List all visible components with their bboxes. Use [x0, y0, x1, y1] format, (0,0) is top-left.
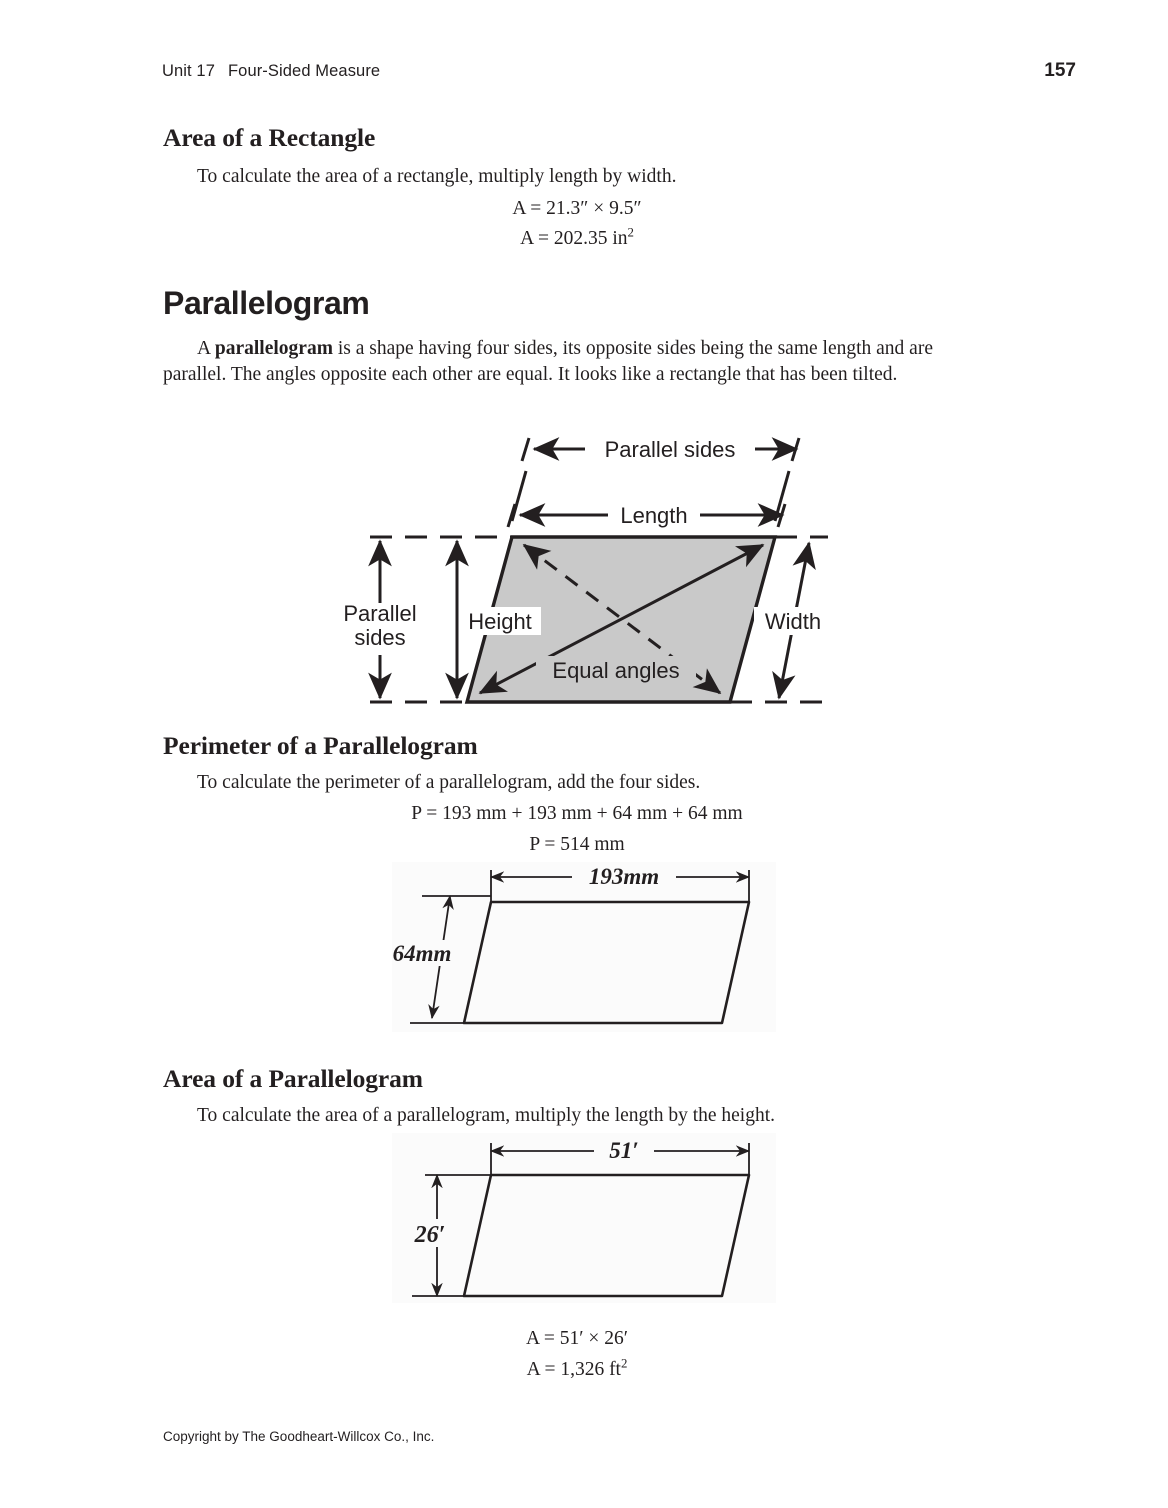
copyright-notice: Copyright by The Goodheart-Willcox Co., Inc.	[163, 1429, 435, 1444]
label-width: Width	[764, 609, 822, 634]
running-head-unit: Unit 17	[162, 62, 215, 80]
paragraph-area-parallelogram: To calculate the area of a parallelogram, multiply the length by the height.	[197, 1105, 776, 1126]
figure-perimeter-sketch	[392, 862, 776, 1032]
label-height: Height	[468, 609, 532, 634]
label-equal-angles: Equal angles	[552, 658, 680, 683]
heading-parallelogram: Parallelogram	[163, 285, 370, 321]
formula-rectangle-2-text: A = 202.35 in	[520, 228, 628, 249]
term-parallelogram: parallelogram	[214, 338, 333, 359]
formula-perimeter-2: P = 514 mm	[529, 834, 625, 855]
tick-parallel-sides-left	[522, 438, 529, 461]
paragraph-area-rectangle: To calculate the area of a rectangle, multiply length by width.	[197, 166, 677, 187]
perimeter-sketch-svg	[392, 862, 776, 1032]
paragraph-parallelogram	[163, 336, 991, 387]
paragraph-lead: A	[197, 338, 215, 359]
sketch-parallelogram-shape	[464, 902, 749, 1023]
paragraph-perimeter: To calculate the perimeter of a parallelogram, add the four sides.	[197, 772, 701, 793]
formula-area-parallelogram-1: A = 51′ × 26′	[525, 1328, 629, 1349]
running-head-title: Four-Sided Measure	[227, 62, 381, 80]
sketch-parallelogram-shape	[464, 1175, 749, 1296]
label-dim-51ft: 51′	[609, 1138, 639, 1163]
heading-area-of-a-rectangle: Area of a Rectangle	[163, 123, 376, 152]
labeled-parallelogram-svg	[330, 425, 850, 715]
paragraph-rest: is a shape having four sides, its opposite sides being the same length and are parallel. The angles opposite each other are equal. It looks like a rectangle that has been tilted.	[163, 338, 933, 385]
formula-area-parallelogram-2-text: A = 1,326 ft	[526, 1359, 621, 1380]
formula-rectangle-1: A = 21.3″ × 9.5″	[512, 198, 642, 219]
formula-area-parallelogram-2	[163, 1356, 991, 1381]
label-parallel-sides-left-line1: Parallel	[343, 601, 417, 626]
area-sketch-svg	[392, 1133, 776, 1303]
formula-rectangle-2-exponent: 2	[627, 225, 634, 240]
heading-area-of-a-parallelogram: Area of a Parallelogram	[163, 1064, 423, 1093]
label-length: Length	[620, 503, 688, 528]
running-head	[162, 62, 380, 81]
label-parallel-sides-left-line2: sides	[354, 625, 406, 650]
label-dim-193mm: 193mm	[588, 864, 660, 889]
label-dim-64mm: 64mm	[392, 941, 452, 966]
page-number: 157	[1044, 60, 1076, 81]
heading-perimeter-of-a-parallelogram: Perimeter of a Parallelogram	[163, 731, 478, 760]
figure-area-sketch	[392, 1133, 776, 1303]
label-dim-26ft: 26′	[414, 1222, 446, 1248]
formula-perimeter-1: P = 193 mm + 193 mm + 64 mm + 64 mm	[411, 803, 743, 824]
figure-labeled-parallelogram	[330, 425, 850, 715]
formula-area-parallelogram-2-exponent: 2	[620, 1356, 628, 1371]
formula-rectangle-2	[163, 225, 991, 250]
label-parallel-sides-top: Parallel sides	[604, 437, 736, 462]
